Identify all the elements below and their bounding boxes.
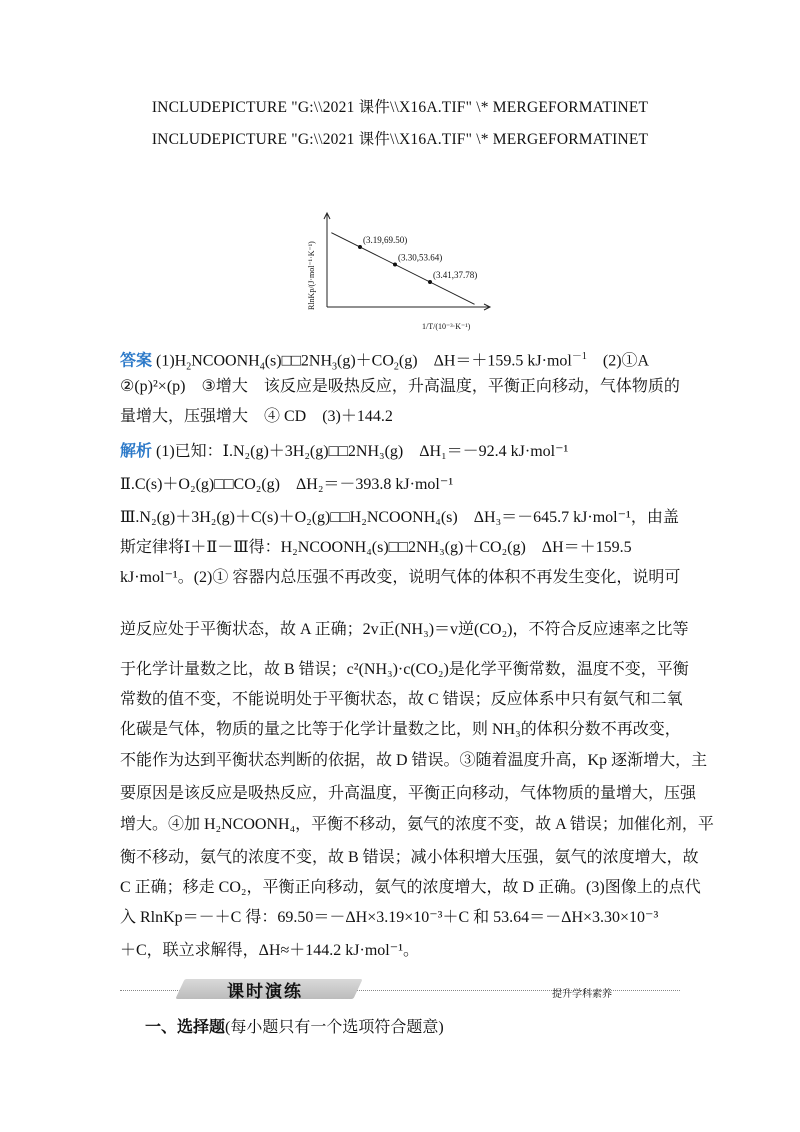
y-axis-label: RlnKp/(J·mol⁻¹·K⁻¹) xyxy=(307,241,316,310)
analysis-line-3: Ⅲ.N₂(g)＋3H₂(g)＋C(s)＋O₂(g)□□H₂NCOONH₄(s) ΔH₃＝－645.7 kJ·mol⁻¹，由盖 xyxy=(120,509,679,526)
analysis-line-6: 逆反应处于平衡状态，故 A 正确；2v正(NH₃)＝v逆(CO₂)，不符合反应速率之比等 xyxy=(120,621,689,638)
answer-line-2: ②(p)²×(p) ③增大 该反应是吸热反应，升高温度，平衡正向移动，气体物质的 xyxy=(120,378,680,395)
data-label-1: (3.19,69.50) xyxy=(363,235,408,245)
question-heading xyxy=(145,1014,444,1037)
answer-tag: 答案 xyxy=(120,352,153,370)
x-axis-label: 1/T/(10⁻³·K⁻¹) xyxy=(422,322,471,331)
data-label-2: (3.30,53.64) xyxy=(398,252,443,263)
analysis-line-14: C 正确；移走 CO₂，平衡正向移动，氨气的浓度增大，故 D 正确。(3)图像上的点代 xyxy=(120,879,701,896)
section-subtitle: 提升学科素养 xyxy=(552,989,612,1000)
analysis-tag: 解析 xyxy=(120,443,153,460)
data-point-1 xyxy=(358,245,362,249)
data-label-3: (3.41,37.78) xyxy=(433,270,478,280)
analysis-line-5: kJ·mol⁻¹。(2)① 容器内总压强不再改变，说明气体的体积不再发生变化，说明可 xyxy=(120,569,681,586)
analysis-line-1: 解析 (1)已知：Ⅰ.N₂(g)＋3H₂(g)□□2NH₃(g) ΔH₁＝－92.4 kJ·mol⁻¹ xyxy=(120,443,569,460)
analysis-line-8: 常数的值不变，不能说明处于平衡状态，故 C 错误；反应体系中只有氨气和二氧 xyxy=(120,691,683,708)
analysis-line-4: 斯定律将Ⅰ＋Ⅱ－Ⅲ得：H₂NCOONH₄(s)□□2NH₃(g)＋CO₂(g) ΔH＝＋159.5 xyxy=(120,539,632,556)
analysis-line-9: 化碳是气体，物质的量之比等于化学计量数之比，则 NH₃的体积分数不再改变， xyxy=(120,721,681,738)
section-title: 课时演练 xyxy=(227,982,303,1002)
chart-rlnkp-vs-inverse-t xyxy=(300,205,510,340)
analysis-line-12: 增大。④加 H₂NCOONH₄，平衡不移动，氨气的浓度不变，故 A 错误；加催化剂，平 xyxy=(120,816,714,833)
data-point-2 xyxy=(393,263,397,267)
analysis-line-10: 不能作为达到平衡状态判断的依据，故 D 错误。③随着温度升高，Kp 逐渐增大，主 xyxy=(120,752,708,769)
analysis-line-15: 入 RlnKp＝－＋C 得：69.50＝－ΔH×3.19×10⁻³＋C 和 53.64＝－ΔH×3.30×10⁻³ xyxy=(120,909,659,926)
analysis-line-7: 于化学计量数之比，故 B 错误；c²(NH₃)·c(CO₂)是化学平衡常数，温度不变，平衡 xyxy=(120,661,689,678)
include-picture-line-1: INCLUDEPICTURE "G:\\2021 课件\\X16A.TIF" \* MERGEFORMATINET xyxy=(151,99,649,116)
analysis-line-13: 衡不移动，氨气的浓度不变，故 B 错误；减小体积增大压强，氨气的浓度增大，故 xyxy=(120,849,699,866)
answer-line-1: 答案 $(1)H_2NCOONH_4(s)□□2NH_3(g)+CO_2(g)$ ΔH＝＋159.5 kJ·mol$^{-1}$ (2)①A xyxy=(120,351,650,373)
analysis-line-11: 要原因是该反应是吸热反应，升高温度，平衡正向移动，气体物质的量增大，压强 xyxy=(120,785,697,802)
answer-line-3: 量增大，压强增大 ④ CD (3)＋144.2 xyxy=(120,408,393,425)
question-label: 一、选择题 xyxy=(145,1017,226,1036)
data-point-3 xyxy=(428,280,432,284)
analysis-line-2: Ⅱ.C(s)＋O₂(g)□□CO₂(g) ΔH₂＝－393.8 kJ·mol⁻¹ xyxy=(120,476,454,493)
analysis-line-16: ＋C，联立求解得，ΔH≈＋144.2 kJ·mol⁻¹。 xyxy=(120,942,419,959)
include-picture-line-2: INCLUDEPICTURE "G:\\2021 课件\\X16A.TIF" \* MERGEFORMATINET xyxy=(151,131,649,148)
section-banner xyxy=(120,977,680,1002)
question-note: (每小题只有一个选项符合题意) xyxy=(225,1019,444,1036)
